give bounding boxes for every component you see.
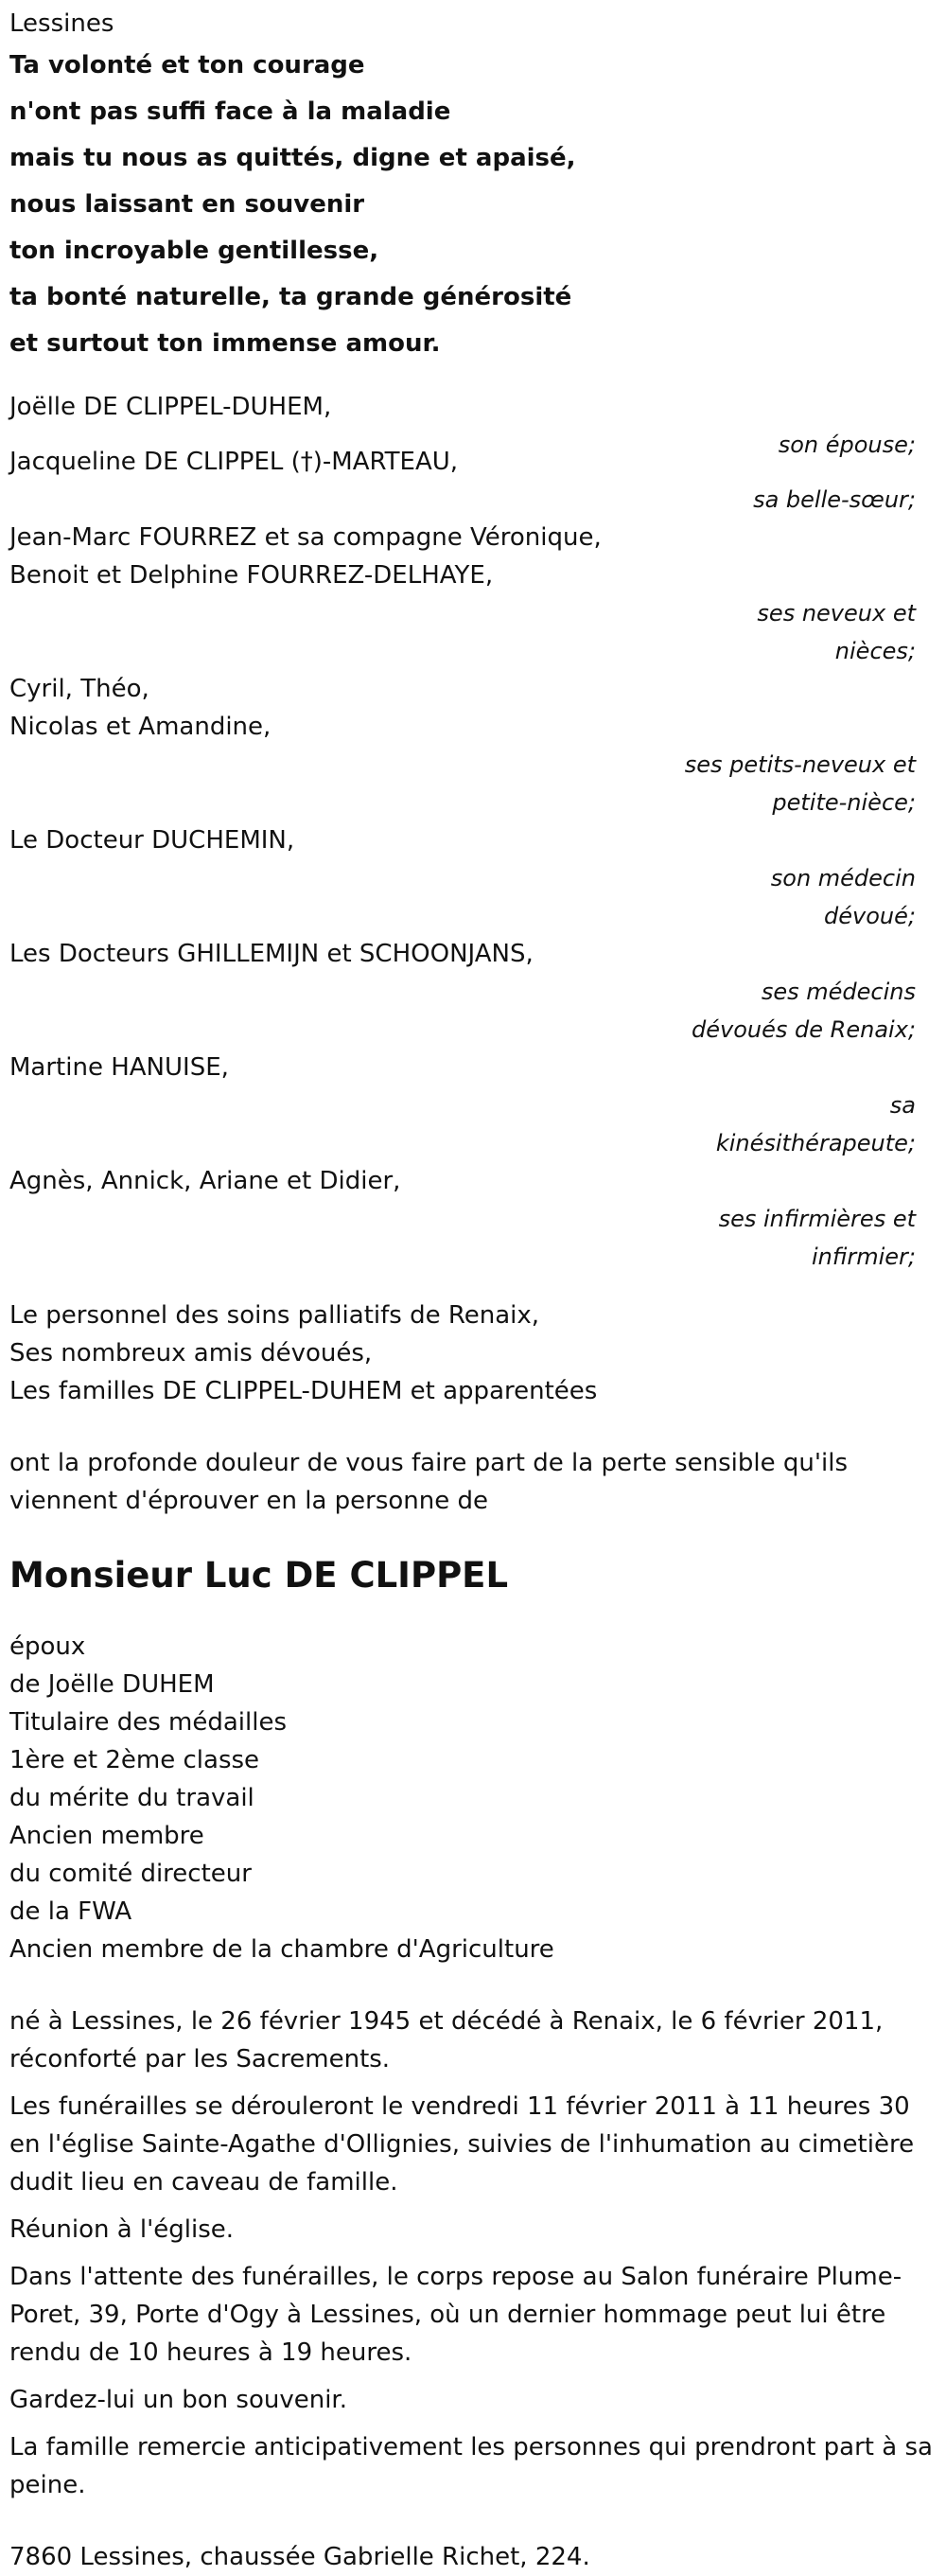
other-mourners (9, 1297, 937, 1410)
funeral-paragraph: Les funérailles se dérouleront le vendredi 11 février 2011 à 11 heures 30 en l'église Sainte-Agathe d'Ollignies, suivies de l'inhumation au cimetière dudit lieu en caveau de famille. (9, 2092, 915, 2197)
meeting-paragraph: Réunion à l'église. (9, 2215, 235, 2244)
bio-line: de la FWA (9, 1897, 132, 1926)
family-relation: son épouse; (778, 432, 916, 458)
family-name: Jacqueline DE CLIPPEL (†)-MARTEAU, (9, 448, 459, 476)
poem-line: ta bonté naturelle, ta grande générosité (9, 283, 572, 311)
bio-line: Titulaire des médailles (9, 1708, 288, 1737)
family-name: Martine HANUISE, (9, 1053, 229, 1082)
family-relation: sa kinésithérapeute; (715, 1092, 916, 1156)
family-name: Agnès, Annick, Ariane et Didier, (9, 1167, 401, 1195)
family-relation: ses petits-neveux et petite-nièce; (684, 751, 916, 816)
announcement-text: ont la profonde douleur de vous faire part de la perte sensible qu'ils viennent d'éprouver en la personne de (9, 1449, 848, 1515)
poem-line: n'ont pas suffi face à la maladie (9, 97, 451, 126)
bio-line: époux (9, 1632, 86, 1661)
bio-line: de Joëlle DUHEM (9, 1670, 215, 1699)
family-name: Benoit et Delphine FOURREZ-DELHAYE, (9, 561, 494, 590)
family-name: Joëlle DE CLIPPEL-DUHEM, (9, 393, 332, 421)
mourner-line: Les familles DE CLIPPEL-DUHEM et apparentées (9, 1377, 598, 1405)
deceased-name: Monsieur Luc DE CLIPPEL (9, 1555, 509, 1596)
family-relation: ses infirmières et infirmier; (718, 1206, 916, 1270)
family-name: Nicolas et Amandine, (9, 713, 272, 741)
poem (9, 43, 937, 367)
family-entry (9, 1049, 937, 1162)
family-relation: ses médecins dévoués de Renaix; (692, 979, 916, 1043)
family-entry (9, 670, 937, 821)
poem-line: nous laissant en souvenir (9, 190, 365, 219)
family-relation: ses neveux et nièces; (757, 600, 916, 664)
bio-line: du comité directeur (9, 1860, 252, 1888)
city-heading: Lessines (9, 9, 114, 38)
family-name: Cyril, Théo, (9, 675, 149, 703)
family-name: Les Docteurs GHILLEMIJN et SCHOONJANS, (9, 940, 534, 968)
family-list (9, 388, 937, 1276)
poem-line: et surtout ton immense amour. (9, 329, 441, 358)
family-entry (9, 821, 937, 935)
poem-line: Ta volonté et ton courage (9, 51, 365, 79)
family-relation: sa belle-sœur; (753, 486, 916, 513)
biography (9, 1628, 937, 1968)
poem-line: ton incroyable gentillesse, (9, 237, 379, 265)
mourner-line: Ses nombreux amis dévoués, (9, 1339, 373, 1367)
family-entry (9, 935, 937, 1049)
family-address: 7860 Lessines, chaussée Gabrielle Richet, 224. (9, 2543, 590, 2571)
family-entry (9, 1162, 937, 1276)
thanks-paragraph: La famille remercie anticipativement les personnes qui prendront part à sa peine. (9, 2433, 933, 2499)
bio-line: Ancien membre (9, 1822, 204, 1850)
bio-line: 1ère et 2ème classe (9, 1746, 260, 1774)
family-entry (9, 443, 937, 519)
poem-line: mais tu nous as quittés, digne et apaisé, (9, 144, 576, 172)
family-entry (9, 519, 937, 670)
memory-paragraph: Gardez-lui un bon souvenir. (9, 2386, 347, 2414)
viewing-paragraph: Dans l'attente des funérailles, le corps repose au Salon funéraire Plume-Poret, 39, Porte d'Ogy à Lessines, où un dernier hommage peut lui être rendu de 10 heures à 19 heures. (9, 2263, 902, 2367)
bio-line: du mérite du travail (9, 1784, 254, 1812)
funeral-details (9, 2003, 937, 2504)
birth-death-paragraph: né à Lessines, le 26 février 1945 et décédé à Renaix, le 6 février 2011, réconforté par les Sacrements. (9, 2007, 884, 2073)
family-name: Le Docteur DUCHEMIN, (9, 826, 295, 855)
family-relation: son médecin dévoué; (770, 865, 916, 929)
bio-line: Ancien membre de la chambre d'Agriculture (9, 1935, 554, 1964)
family-name: Jean-Marc FOURREZ et sa compagne Véronique, (9, 523, 602, 552)
mourner-line: Le personnel des soins palliatifs de Renaix, (9, 1301, 540, 1330)
